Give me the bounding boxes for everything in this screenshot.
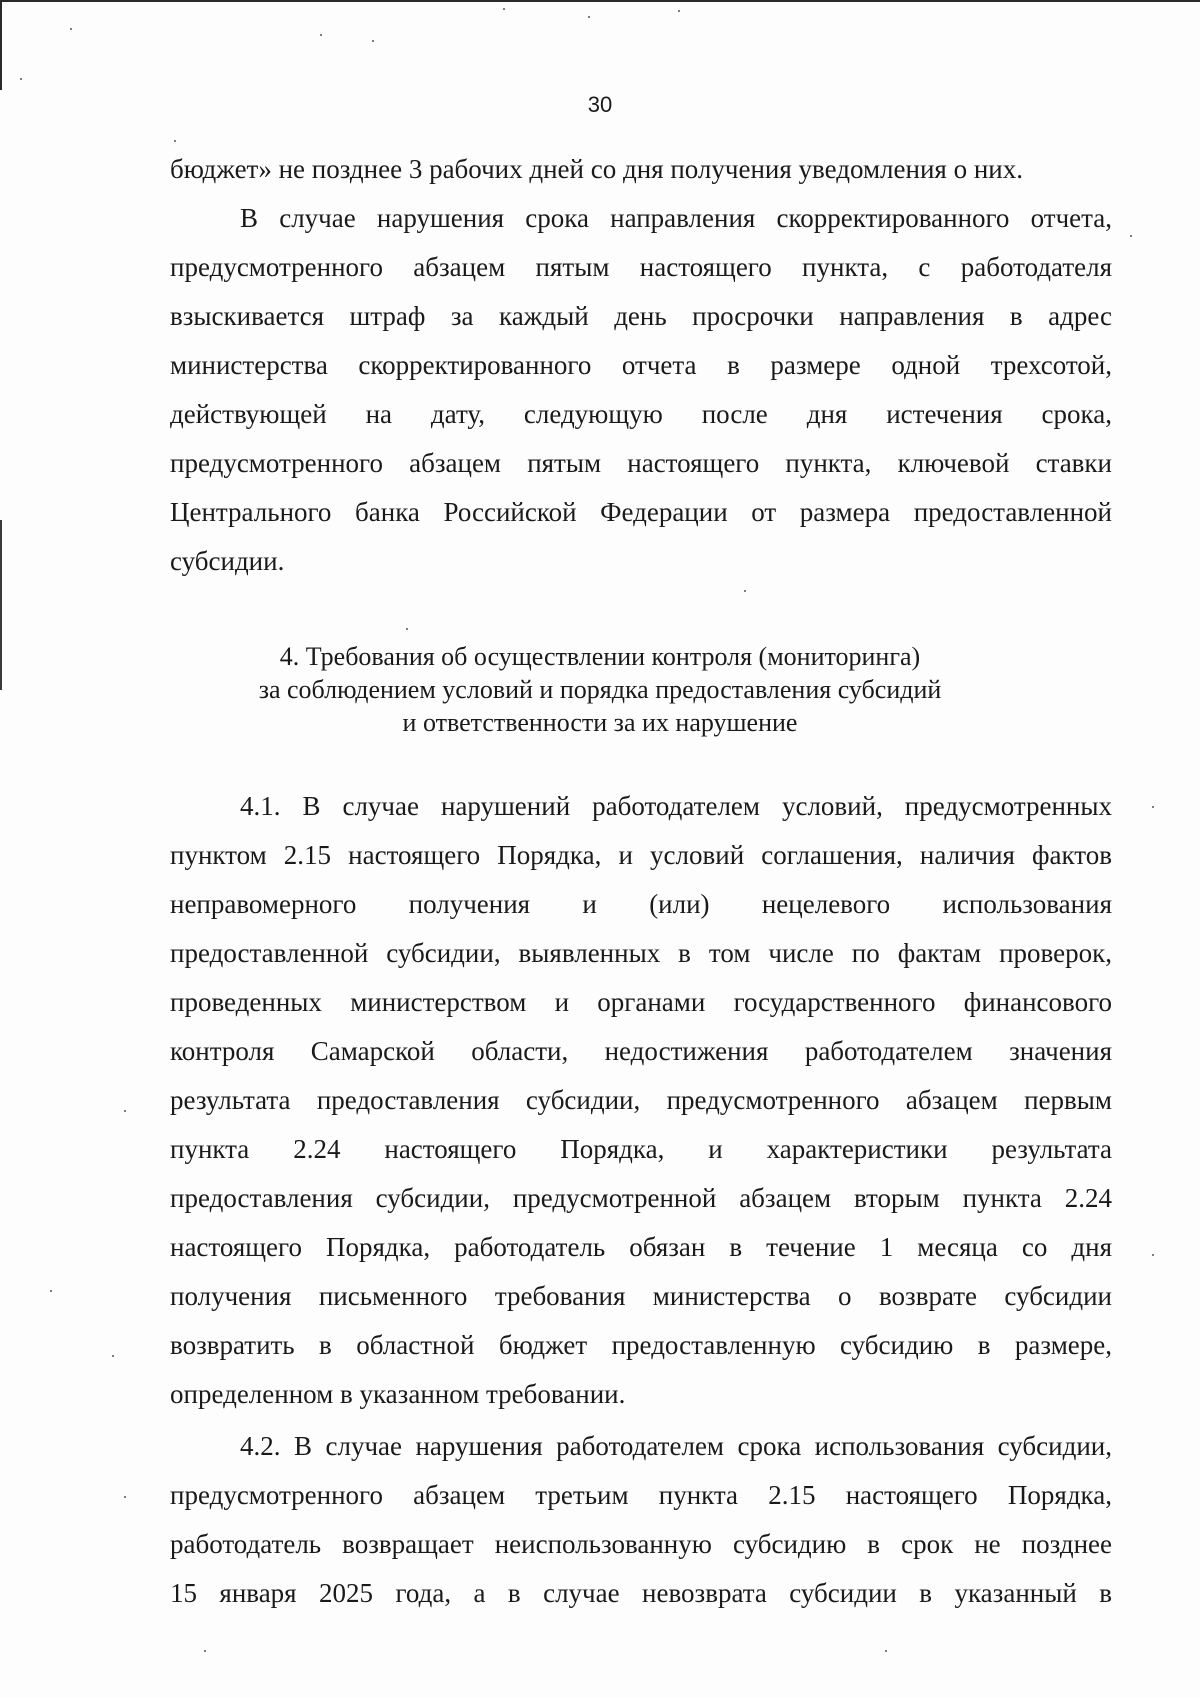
scan-speck — [1152, 1254, 1154, 1256]
scan-speck — [588, 16, 590, 18]
paragraph-4-2 — [170, 1422, 1112, 1618]
scan-speck — [503, 8, 505, 10]
heading-line: и ответственности за их нарушение — [402, 708, 798, 737]
text-line: 4.2. В случае нарушения работодателем срока использования субсидии, — [240, 1431, 1112, 1461]
scan-speck — [174, 140, 176, 142]
text-line: возвратить в областной бюджет предоставленную субсидию в размере, — [170, 1330, 1112, 1360]
text-line: пункта 2.24 настоящего Порядка, и характеристики результата — [170, 1134, 1112, 1164]
scan-speck — [744, 590, 746, 592]
heading-line: 4. Требования об осуществлении контроля (мониторинга) — [279, 642, 921, 671]
text-line: определенном в указанном требовании. — [170, 1379, 626, 1409]
paragraph-continuation — [170, 145, 1112, 194]
text-line: действующей на дату, следующую после дня истечения срока, — [170, 399, 1112, 429]
heading-line: за соблюдением условий и порядка предоставления субсидий — [258, 675, 942, 704]
scan-edge-top — [0, 0, 1200, 2]
scan-speck — [124, 1496, 126, 1498]
text-line: предусмотренного абзацем третьим пункта 2.15 настоящего Порядка, — [170, 1480, 1112, 1510]
text-line: субсидии. — [170, 546, 285, 576]
scan-speck — [204, 1650, 206, 1652]
text-line: получения письменного требования министерства о возврате субсидии — [170, 1281, 1112, 1311]
text-line: министерства скорректированного отчета в размере одной трехсотой, — [170, 350, 1112, 380]
scan-speck — [70, 28, 72, 30]
text-line: предусмотренного абзацем пятым настоящего пункта, с работодателя — [170, 252, 1112, 282]
text-line: контроля Самарской области, недостижения работодателем значения — [170, 1036, 1112, 1066]
text-line: предоставленной субсидии, выявленных в том числе по фактам проверок, — [170, 938, 1112, 968]
scan-speck — [50, 1290, 52, 1292]
text-line: пунктом 2.15 настоящего Порядка, и условий соглашения, наличия фактов — [170, 840, 1112, 870]
paragraph-4-1 — [170, 782, 1112, 1419]
text-line: бюджет» не позднее 3 рабочих дней со дня получения уведомления о них. — [170, 154, 1023, 184]
text-line: 4.1. В случае нарушений работодателем условий, предусмотренных — [240, 791, 1112, 821]
scan-speck — [320, 34, 322, 36]
text-line: 15 января 2025 года, а в случае невозврата субсидии в указанный в — [170, 1578, 1112, 1608]
text-line: предоставления субсидии, предусмотренной абзацем вторым пункта 2.24 — [170, 1183, 1112, 1213]
text-line: проведенных министерством и органами государственного финансового — [170, 987, 1112, 1017]
text-line: настоящего Порядка, работодатель обязан в течение 1 месяца со дня — [170, 1232, 1112, 1262]
section-heading — [0, 640, 1200, 739]
scan-speck — [1130, 235, 1132, 237]
text-line: В случае нарушения срока направления скорректированного отчета, — [240, 203, 1112, 233]
scan-speck — [372, 40, 374, 42]
paragraph-penalty — [170, 194, 1112, 586]
text-line: Центрального банка Российской Федерации от размера предоставленной — [170, 497, 1112, 527]
text-line: взыскивается штраф за каждый день просрочки направления в адрес — [170, 301, 1112, 331]
text-line: работодатель возвращает неиспользованную субсидию в срок не позднее — [170, 1529, 1112, 1559]
scan-speck — [112, 1355, 114, 1357]
text-line: результата предоставления субсидии, предусмотренного абзацем первым — [170, 1085, 1112, 1115]
scan-speck — [406, 628, 408, 630]
text-line: неправомерного получения и (или) нецелевого использования — [170, 889, 1112, 919]
scan-speck — [678, 10, 680, 12]
page-number: 30 — [587, 92, 613, 117]
scan-speck — [1152, 806, 1154, 808]
scan-speck — [885, 1650, 887, 1652]
scan-edge-left — [0, 0, 2, 90]
text-line: предусмотренного абзацем пятым настоящего пункта, ключевой ставки — [170, 448, 1112, 478]
scan-speck — [20, 78, 22, 80]
scan-speck — [124, 1110, 126, 1112]
